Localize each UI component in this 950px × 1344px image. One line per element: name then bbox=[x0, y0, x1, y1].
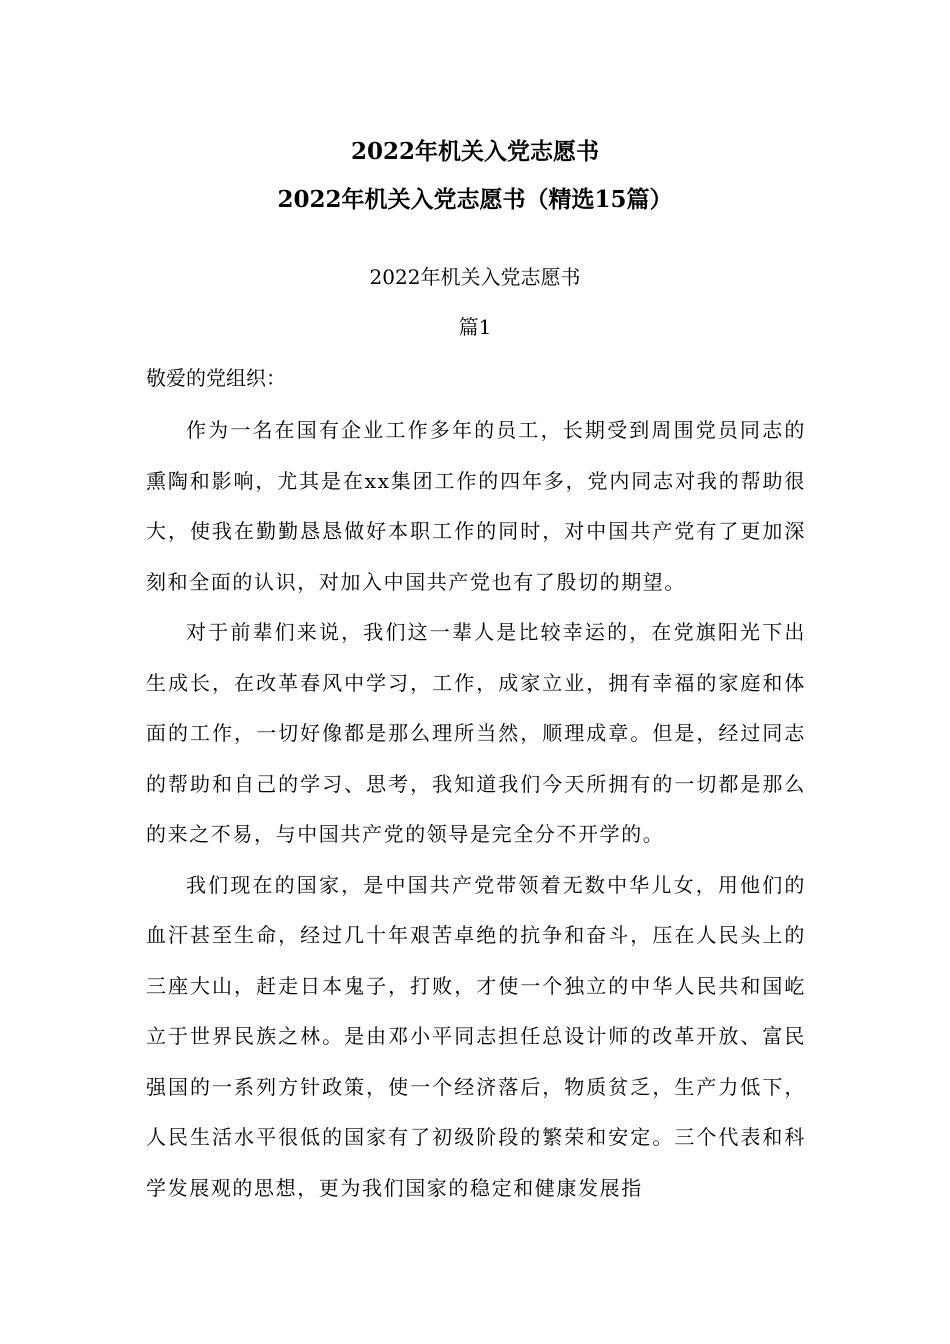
document-title: 2022年机关入党志愿书 bbox=[350, 138, 599, 165]
salutation: 敬爱的党组织： bbox=[146, 366, 286, 390]
paragraph-1: 作为一名在国有企业工作多年的员工，长期受到周围党员同志的熏陶和影响，尤其是在xx集团工作的四年多，党内同志对我的帮助很大，使我在勤勤恳恳做好本职工作的同时，对中国共产党有了更加深刻和全面的认识，对加入中国共产党也有了殷切的期望。 bbox=[146, 418, 806, 594]
document-subtitle: 2022年机关入党志愿书（精选15篇） bbox=[277, 186, 673, 213]
paragraph-2: 对于前辈们来说，我们这一辈人是比较幸运的，在党旗阳光下出生成长，在改革春风中学习，工作，成家立业，拥有幸福的家庭和体面的工作，一切好像都是那么理所当然，顺理成章。但是，经过同志的帮助和自己的学习、思考，我知道我们今天所拥有的一切都是那么的来之不易，与中国共产党的领导是完全分不开学的。 bbox=[146, 620, 806, 846]
letter-body bbox=[146, 405, 806, 1213]
section-title: 2022年机关入党志愿书 bbox=[369, 265, 581, 289]
paragraph-3: 我们现在的国家，是中国共产党带领着无数中华儿女，用他们的血汗甚至生命，经过几十年艰苦卓绝的抗争和奋斗，压在人民头上的三座大山，赶走日本鬼子，打败，才使一个独立的中华人民共和国屹立于世界民族之林。是由邓小平同志担任总设计师的改革开放、富民强国的一系列方针政策，使一个经济落后，物质贫乏，生产力低下，人民生活水平很低的国家有了初级阶段的繁荣和安定。三个代表和科学发展观的思想，更为我们国家的稳定和健康发展指 bbox=[146, 872, 806, 1200]
section-label: 篇1 bbox=[458, 315, 492, 339]
